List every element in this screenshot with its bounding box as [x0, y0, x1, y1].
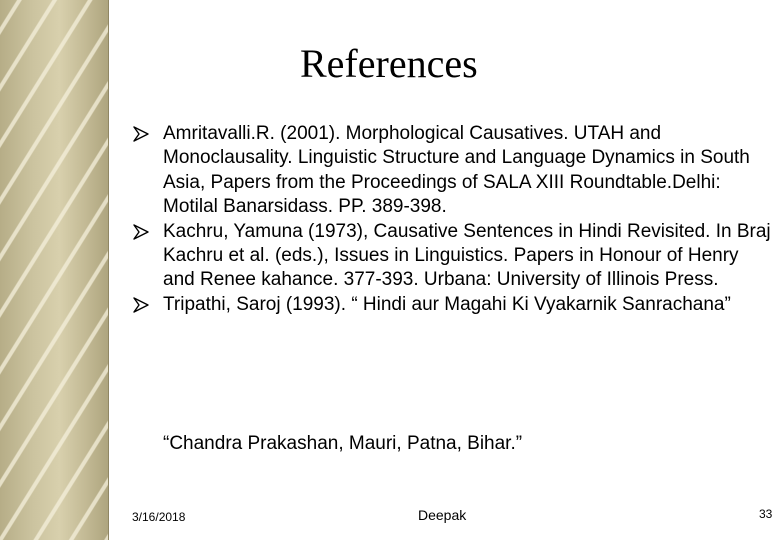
reference-item — [133, 293, 773, 317]
reference-list — [133, 122, 773, 317]
reference-continuation: “Chandra Prakashan, Mauri, Patna, Bihar.” — [163, 433, 523, 454]
footer-author: Deepak — [418, 507, 467, 523]
reference-text: Kachru, Yamuna (1973), Causative Sentences in Hindi Revisited. In Braj Kachru et al. (eds.), Issues in Linguistics. Papers in Honour of Henry and Renee kahance. 377-393. Urbana: University of Illinois Press. — [163, 220, 771, 291]
slide-title: References — [300, 41, 478, 86]
reference-item — [133, 220, 773, 293]
reference-text: Tripathi, Saroj (1993). “ Hindi aur Magahi Ki Vyakarnik Sanrachana” — [163, 293, 731, 315]
arrow-bullet-icon — [133, 297, 151, 313]
slide-number: 33 — [759, 507, 773, 521]
reference-text: Amritavalli.R. (2001). Morphological Causatives. UTAH and Monoclausality. Linguistic Structure and Language Dynamics in South Asia, Papers from the Proceedings of SALA XIII Roundtable.Delhi: Motilal Banarsidass. PP. 389-398. — [163, 123, 750, 218]
reference-item — [133, 122, 773, 220]
arrow-bullet-icon — [133, 224, 151, 240]
border-divider — [108, 0, 109, 540]
footer-date: 3/16/2018 — [132, 510, 186, 524]
decorative-left-border — [0, 0, 108, 540]
arrow-bullet-icon — [133, 126, 151, 142]
